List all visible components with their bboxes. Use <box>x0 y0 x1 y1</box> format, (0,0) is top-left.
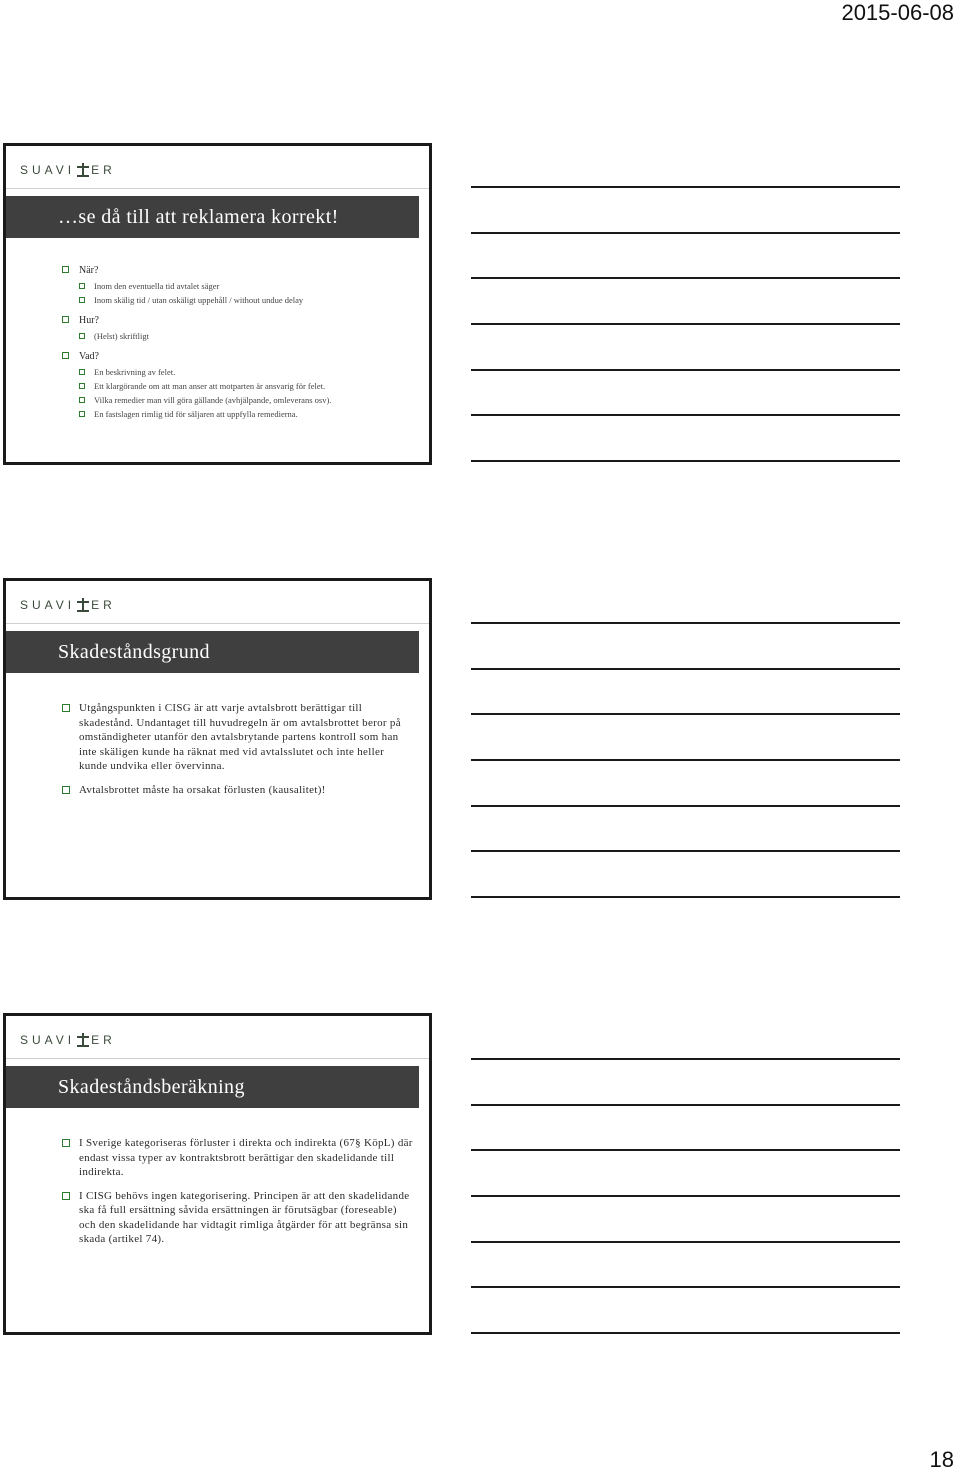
square-bullet-icon <box>79 283 85 289</box>
square-bullet-icon <box>79 333 85 339</box>
logo-text-right: ER <box>91 163 116 177</box>
note-line <box>471 277 900 279</box>
list-item <box>62 264 413 277</box>
logo-text-left: SUAVI <box>20 598 76 612</box>
bullet-text: Ett klargörande om att man anser att motparten är ansvarig för felet. <box>94 381 326 391</box>
list-item <box>62 394 413 407</box>
slide-title: Skadeståndsberäkning <box>58 1075 245 1098</box>
slide-content <box>62 264 413 422</box>
list-item <box>62 330 413 343</box>
logo-divider <box>6 188 429 189</box>
note-line <box>471 713 900 715</box>
logo-text-left: SUAVI <box>20 163 76 177</box>
square-bullet-icon <box>62 352 69 359</box>
note-line <box>471 759 900 761</box>
slide-1 <box>3 143 432 465</box>
bullet-text: (Helst) skriftligt <box>94 331 150 341</box>
logo-text-right: ER <box>91 1033 116 1047</box>
logo-text-right: ER <box>91 598 116 612</box>
bullet-text: När? <box>79 265 99 276</box>
note-line <box>471 1332 900 1334</box>
list-item <box>62 294 413 307</box>
scales-icon <box>77 598 89 612</box>
list-item <box>62 314 413 327</box>
square-bullet-icon <box>79 383 85 389</box>
slide-title-bar <box>6 1066 419 1108</box>
slide-content <box>62 701 413 806</box>
list-item <box>62 366 413 379</box>
slide-2 <box>3 578 432 900</box>
list-item <box>62 350 413 363</box>
note-line <box>471 1058 900 1060</box>
note-line <box>471 850 900 852</box>
note-line <box>471 896 900 898</box>
square-bullet-icon <box>79 397 85 403</box>
square-bullet-icon <box>62 704 70 712</box>
scales-icon <box>77 163 89 177</box>
bullet-text: Vilka remedier man vill göra gällande (avhjälpande, omleverans osv). <box>94 395 332 405</box>
square-bullet-icon <box>79 297 85 303</box>
square-bullet-icon <box>79 369 85 375</box>
bullet-text: Hur? <box>79 315 99 326</box>
note-line <box>471 1104 900 1106</box>
page-number: 18 <box>929 1447 954 1472</box>
square-bullet-icon <box>62 316 69 323</box>
bullet-text: En fastslagen rimlig tid för säljaren att uppfylla remedierna. <box>94 409 298 419</box>
bullet-text: Inom den eventuella tid avtalet säger <box>94 281 220 291</box>
note-line <box>471 460 900 462</box>
list-item <box>62 783 413 798</box>
bullet-text: I CISG behövs ingen kategorisering. Principen är att den skadelidande ska få full ersättning såvida ersättningen är förutsägbar (foreseable) och den skadelidande har vidtagit rimliga åtgärder för att begränsa sin skada (artikel 74). <box>79 1189 410 1245</box>
bullet-text: Avtalsbrottet måste ha orsakat förlusten (kausalitet)! <box>79 783 326 796</box>
logo-divider <box>6 1058 429 1059</box>
slide-3 <box>3 1013 432 1335</box>
list-item <box>62 1136 413 1180</box>
slide-title: …se då till att reklamera korrekt! <box>58 205 339 228</box>
note-line <box>471 323 900 325</box>
square-bullet-icon <box>62 786 70 794</box>
bullet-text: Vad? <box>79 351 99 362</box>
note-line <box>471 1241 900 1243</box>
suaviter-logo <box>20 595 116 615</box>
suaviter-logo <box>20 160 116 180</box>
slide-content <box>62 1136 413 1256</box>
list-item <box>62 380 413 393</box>
slide-title: Skadeståndsgrund <box>58 640 210 663</box>
note-line <box>471 1195 900 1197</box>
bullet-text: Inom skälig tid / utan oskäligt uppehåll / without undue delay <box>94 295 304 305</box>
square-bullet-icon <box>79 411 85 417</box>
page-date: 2015-06-08 <box>841 0 954 25</box>
square-bullet-icon <box>62 266 69 273</box>
list-item <box>62 1189 413 1247</box>
bullet-text: I Sverige kategoriseras förluster i direkta och indirekta (67§ KöpL) där endast vissa typer av kontraktsbrott berättigar den skadelidande till indirekta. <box>79 1137 413 1178</box>
note-line <box>471 1149 900 1151</box>
suaviter-logo <box>20 1030 116 1050</box>
note-line <box>471 1286 900 1288</box>
note-line <box>471 186 900 188</box>
list-item <box>62 408 413 421</box>
note-line <box>471 622 900 624</box>
note-line <box>471 369 900 371</box>
logo-divider <box>6 623 429 624</box>
bullet-text: Utgångspunkten i CISG är att varje avtalsbrott berättigar till skadestånd. Undantaget till huvudregeln är om avtalsbrottet beror på omständigheter utanför den avtalsbrytande partens kontroll som han inte skäligen kunde ha räknat med vid avtalsslutet och inte heller kunde undvika eller övervinna. <box>79 702 401 772</box>
note-line <box>471 414 900 416</box>
square-bullet-icon <box>62 1139 70 1147</box>
note-line <box>471 232 900 234</box>
list-item <box>62 701 413 774</box>
logo-text-left: SUAVI <box>20 1033 76 1047</box>
note-line <box>471 805 900 807</box>
slide-title-bar <box>6 196 419 238</box>
list-item <box>62 280 413 293</box>
slide-title-bar <box>6 631 419 673</box>
bullet-text: En beskrivning av felet. <box>94 367 176 377</box>
note-line <box>471 668 900 670</box>
scales-icon <box>77 1033 89 1047</box>
square-bullet-icon <box>62 1192 70 1200</box>
